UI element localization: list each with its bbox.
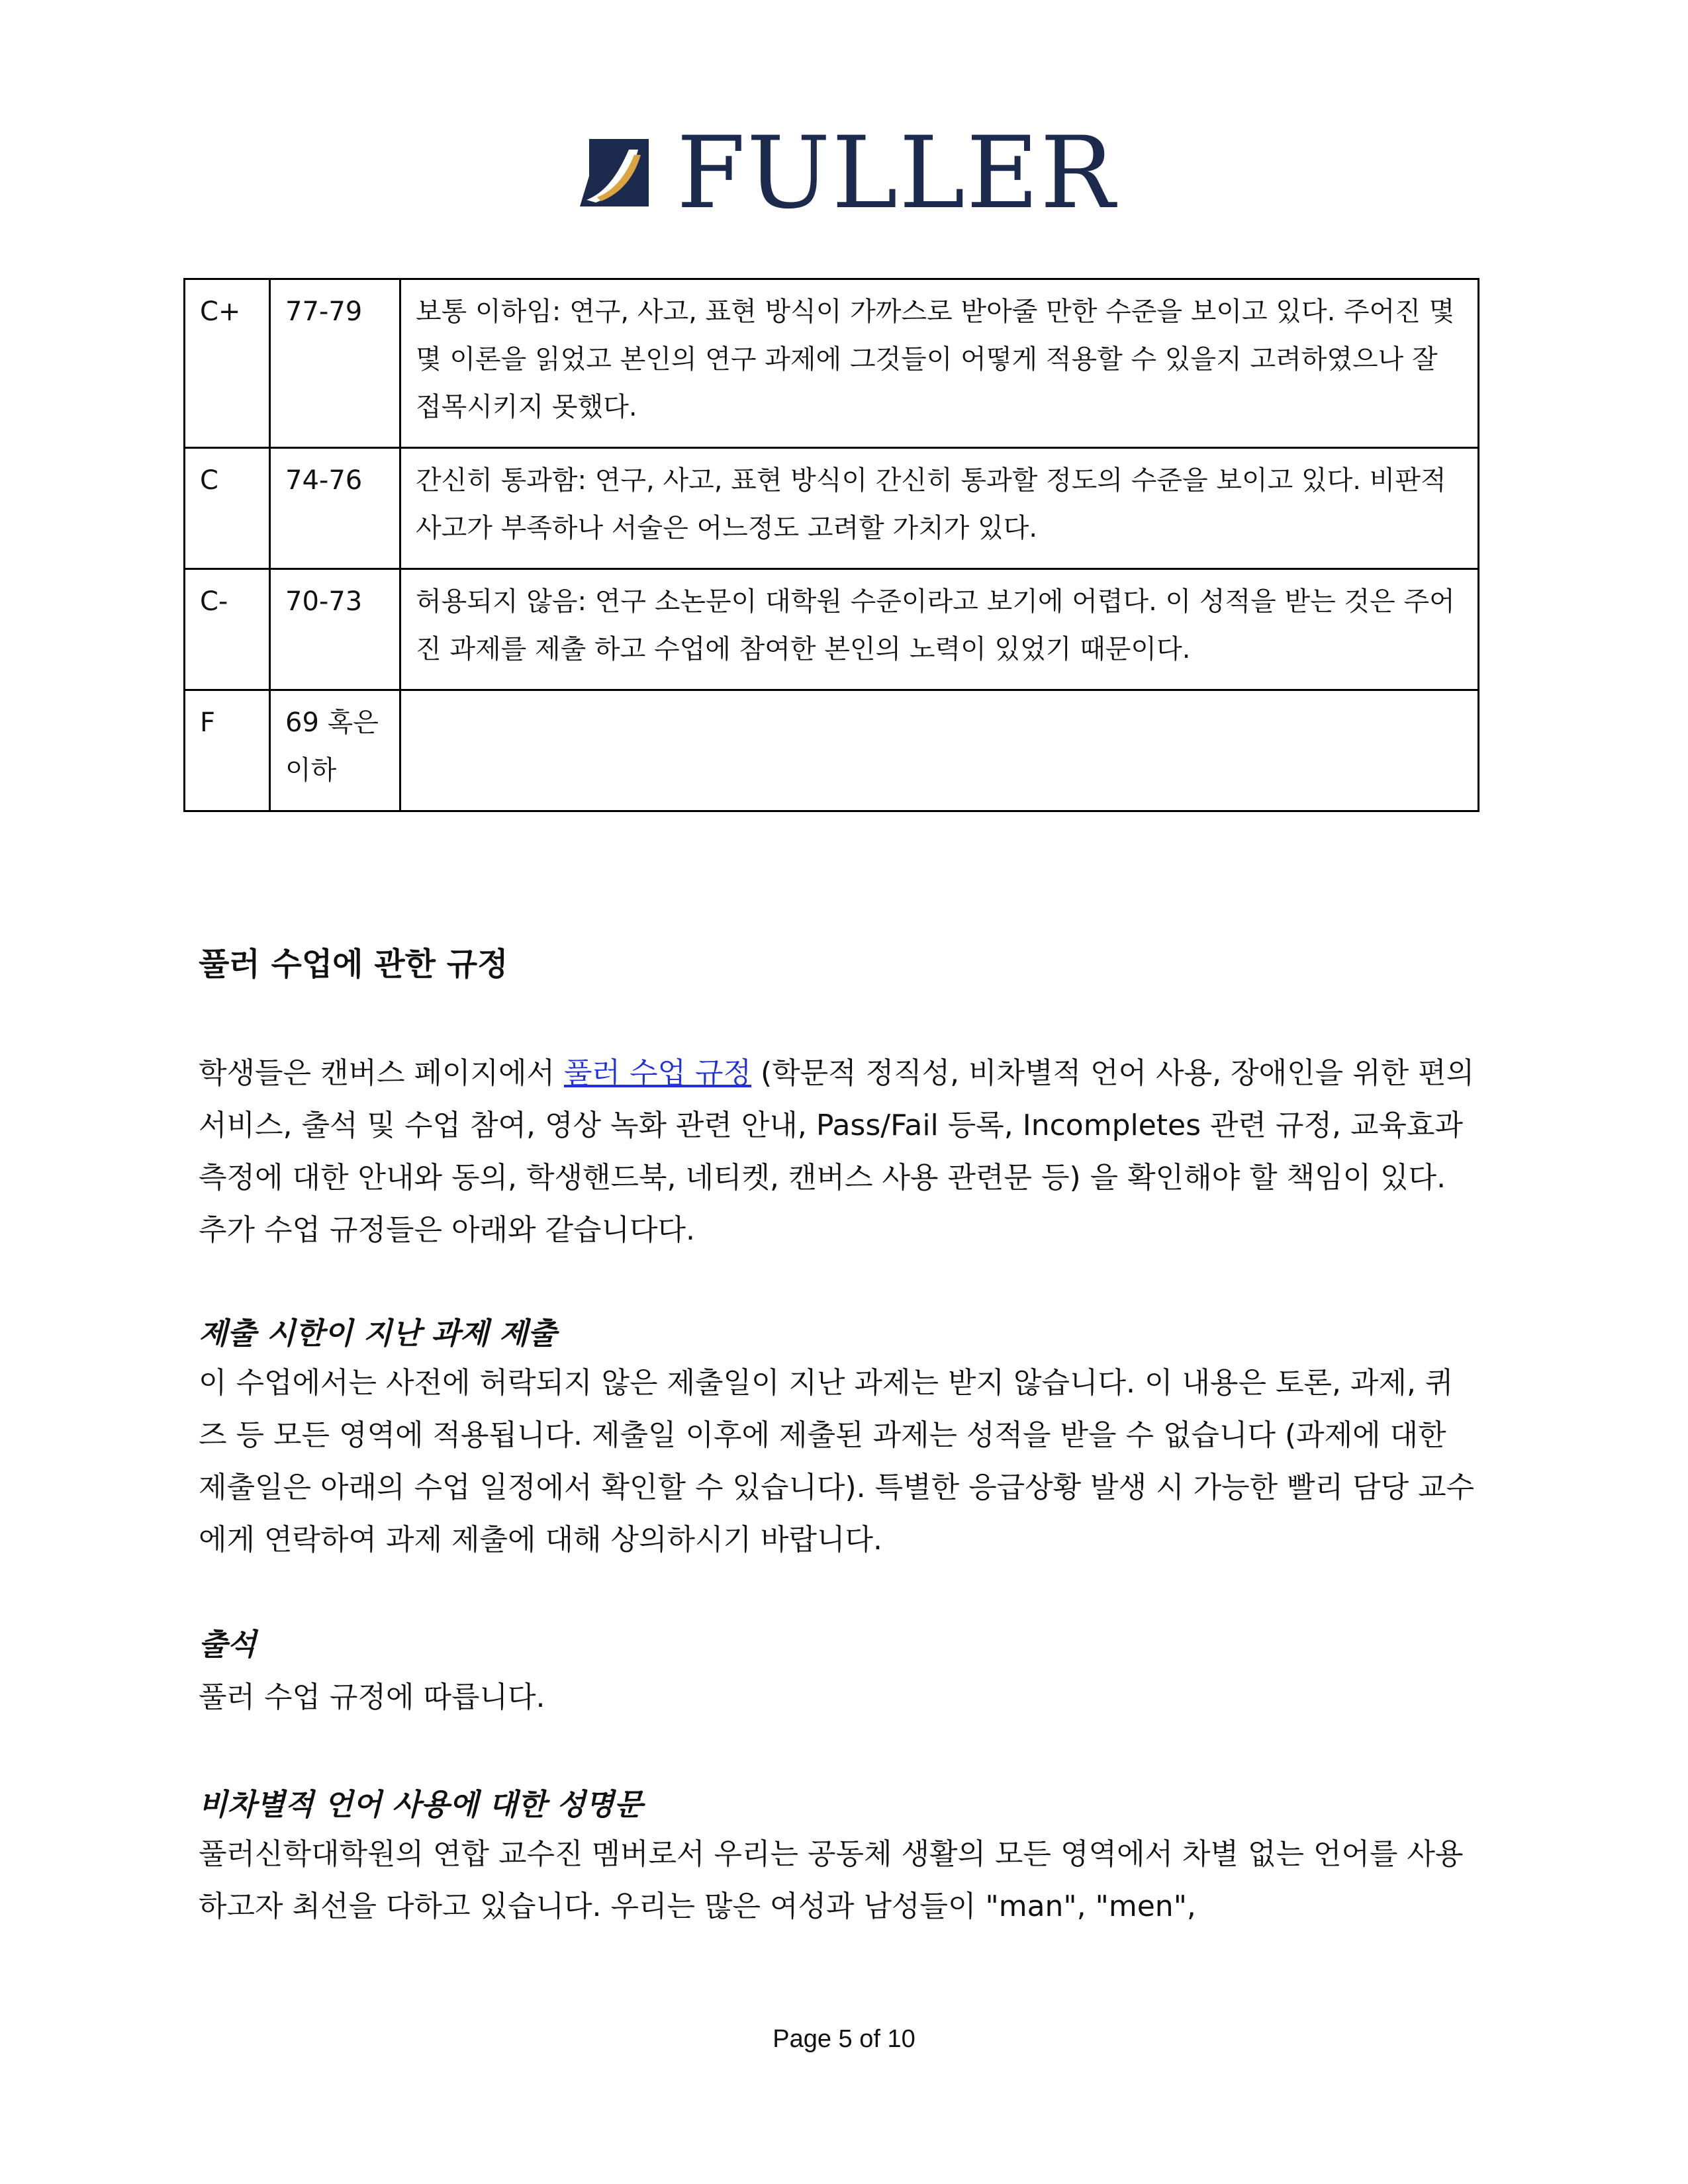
range-cell: 69 혹은 이하	[270, 690, 400, 811]
policies-intro	[199, 1047, 1479, 1256]
fuller-course-policies-link[interactable]: 풀러 수업 규정	[564, 1056, 752, 1090]
grade-cell: C+	[185, 279, 270, 448]
range-cell: 74-76	[270, 448, 400, 569]
grade-cell: C	[185, 448, 270, 569]
grade-table	[183, 278, 1479, 812]
fuller-logo-icon	[577, 136, 650, 209]
description-cell	[400, 690, 1479, 811]
table-row	[185, 279, 1479, 448]
attendance-body: 풀러 수업 규정에 따릅니다.	[199, 1680, 545, 1714]
range-cell: 77-79	[270, 279, 400, 448]
inclusive-language-body: 풀러신학대학원의 연합 교수진 멤버로서 우리는 공동체 생활의 모든 영역에서 차별 없는 언어를 사용하고자 최선을 다하고 있습니다. 우리는 많은 여성과 남성들이 "man", "men",	[199, 1837, 1464, 1923]
fuller-logo	[577, 116, 1117, 231]
section-title: 풀러 수업에 관한 규정	[199, 946, 508, 983]
description-cell: 허용되지 않음: 연구 소논문이 대학원 수준이라고 보기에 어렵다. 이 성적을 받는 것은 주어진 과제를 제출 하고 수업에 참여한 본인의 노력이 있었기 때문이다.	[400, 569, 1479, 690]
inclusive-language-heading: 비차별적 언어 사용에 대한 성명문	[199, 1787, 643, 1822]
table-row	[185, 690, 1479, 811]
range-cell: 70-73	[270, 569, 400, 690]
page-number: Page 5 of 10	[773, 2025, 915, 2053]
grade-cell: C-	[185, 569, 270, 690]
description-cell: 보통 이하임: 연구, 사고, 표현 방식이 가까스로 받아줄 만한 수준을 보이고 있다. 주어진 몇몇 이론을 읽었고 본인의 연구 과제에 그것들이 어떻게 적용할 수 있을지 고려하였으나 잘 접목시키지 못했다.	[400, 279, 1479, 448]
grade-cell: F	[185, 690, 270, 811]
logo-wordmark: FULLER	[677, 116, 1117, 231]
late-submission-heading: 제출 시한이 지난 과제 제출	[199, 1316, 557, 1351]
description-cell: 간신히 통과함: 연구, 사고, 표현 방식이 간신히 통과할 정도의 수준을 보이고 있다. 비판적 사고가 부족하나 서술은 어느정도 고려할 가치가 있다.	[400, 448, 1479, 569]
table-row	[185, 569, 1479, 690]
late-submission-body: 이 수업에서는 사전에 허락되지 않은 제출일이 지난 과제는 받지 않습니다. 이 내용은 토론, 과제, 퀴즈 등 모든 영역에 적용됩니다. 제출일 이후에 제출된 과제는 성적을 받을 수 없습니다 (과제에 대한 제출일은 아래의 수업 일정에서 확인할 수 있습니다). 특별한 응급상황 발생 시 가능한 빨리 담당 교수에게 연락하여 과제 제출에 대해 상의하시기 바랍니다.	[199, 1366, 1475, 1557]
intro-text-continued: (학문적 정직성, 비차별적 언어 사용, 장애인을 위한 편의 서비스, 출석 및 수업 참여, 영상 녹화 관련 안내, Pass/Fail 등록, Incompletes 관련 규정, 교육효과 측정에 대한 안내와 동의, 학생핸드북, 네티켓, 캔버스 사용 관련문 등) 을 확인해야 할 책임이 있다. 추가 수업 규정들은 아래와 같습니다다.	[199, 1056, 1475, 1247]
intro-text: 학생들은 캔버스 페이지에서	[199, 1056, 565, 1090]
attendance-heading: 출석	[199, 1627, 256, 1662]
table-row	[185, 448, 1479, 569]
